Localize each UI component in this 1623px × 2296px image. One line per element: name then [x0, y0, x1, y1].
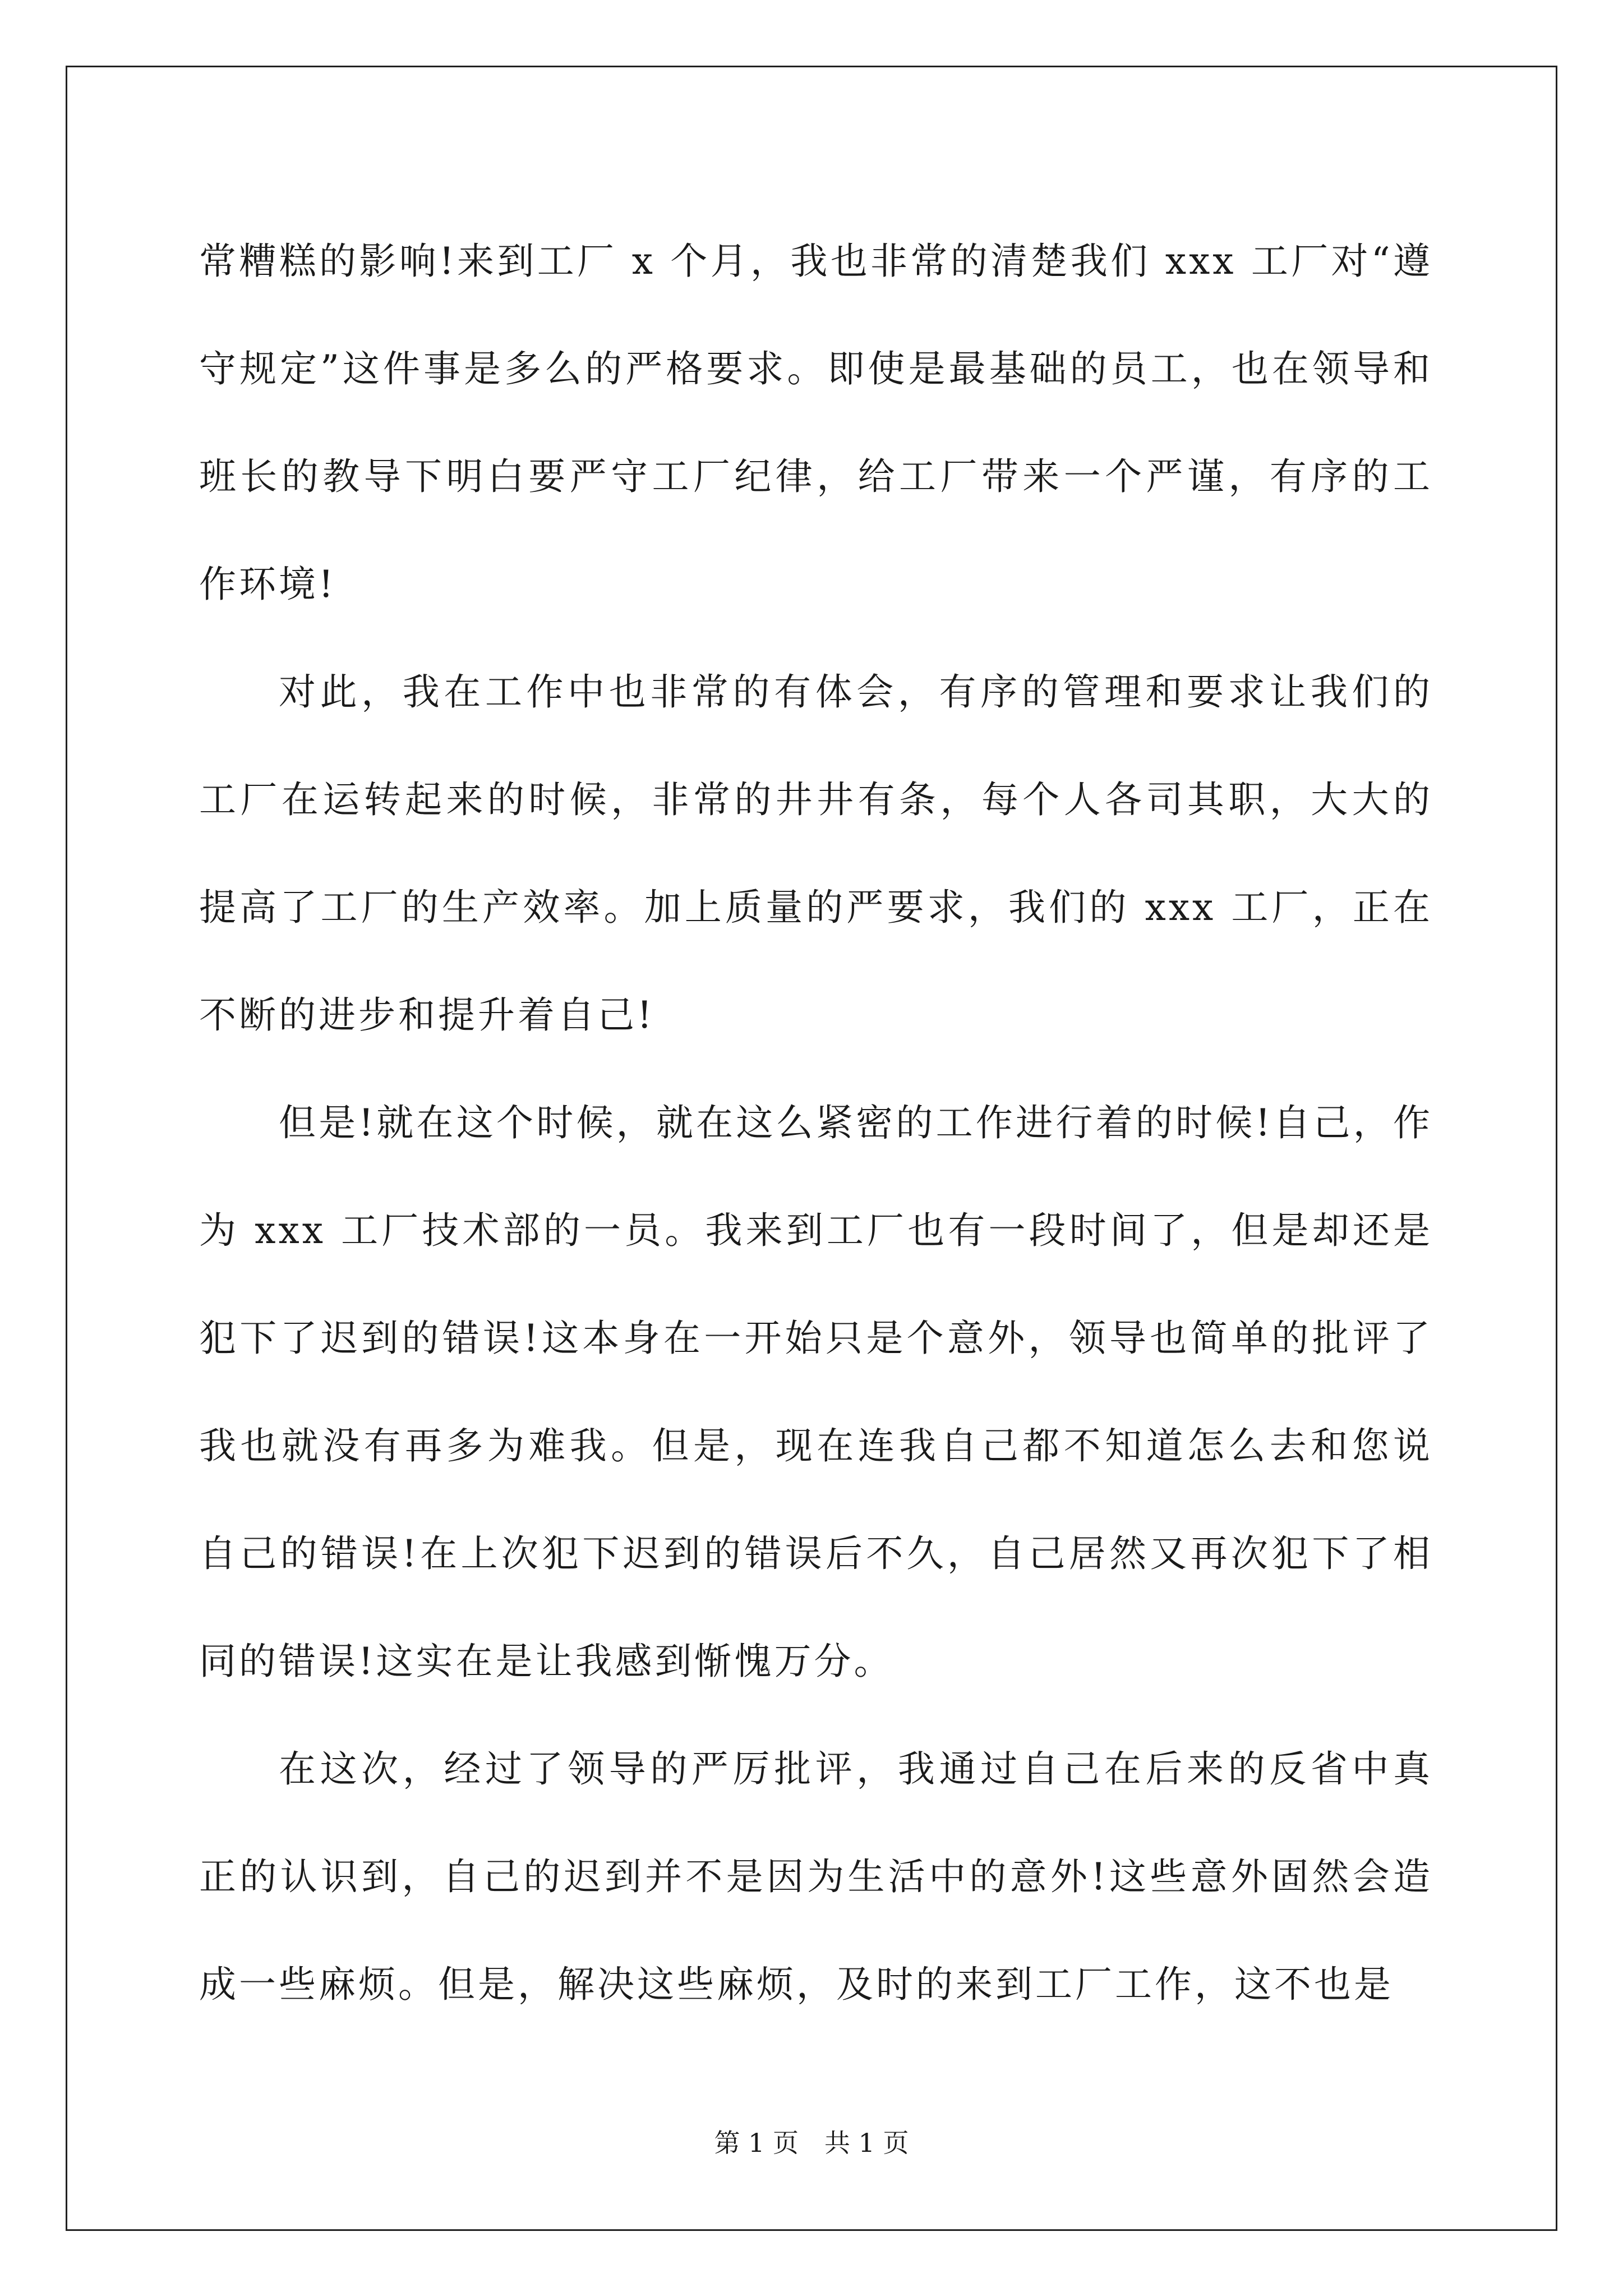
document-body: [199, 208, 1433, 2039]
page-footer: 第 1 页 共 1 页: [714, 2128, 909, 2158]
paragraph-2: 对此，我在工作中也非常的有体会，有序的管理和要求让我们的工厂在运转起来的时候，非常的井井有条，每个人各司其职，大大的提高了工厂的生产效率。加上质量的严要求，我们的 xxx 工厂，正在不断的进步和提升着自己!: [199, 670, 1433, 1037]
paragraph-4: 在这次，经过了领导的严厉批评，我通过自己在后来的反省中真正的认识到，自己的迟到并不是因为生活中的意外!这些意外固然会造成一些麻烦。但是，解决这些麻烦，及时的来到工厂工作，这不也是: [199, 1747, 1433, 2006]
paragraph-3: 但是!就在这个时候，就在这么紧密的工作进行着的时候!自己，作为 xxx 工厂技术部的一员。我来到工厂也有一段时间了，但是却还是犯下了迟到的错误!这本身在一开始只是个意外，领导也简单的批评了我也就没有再多为难我。但是，现在连我自己都不知道怎么去和您说自己的错误!在上次犯下迟到的错误后不久，自己居然又再次犯下了相同的错误!这实在是让我感到惭愧万分。: [199, 1101, 1433, 1683]
paragraph-1: 常糟糕的影响!来到工厂 x 个月，我也非常的清楚我们 xxx 工厂对“遵守规定”这件事是多么的严格要求。即使是最基础的员工，也在领导和班长的教导下明白要严守工厂纪律，给工厂带来一个严谨，有序的工作环境!: [199, 240, 1433, 606]
